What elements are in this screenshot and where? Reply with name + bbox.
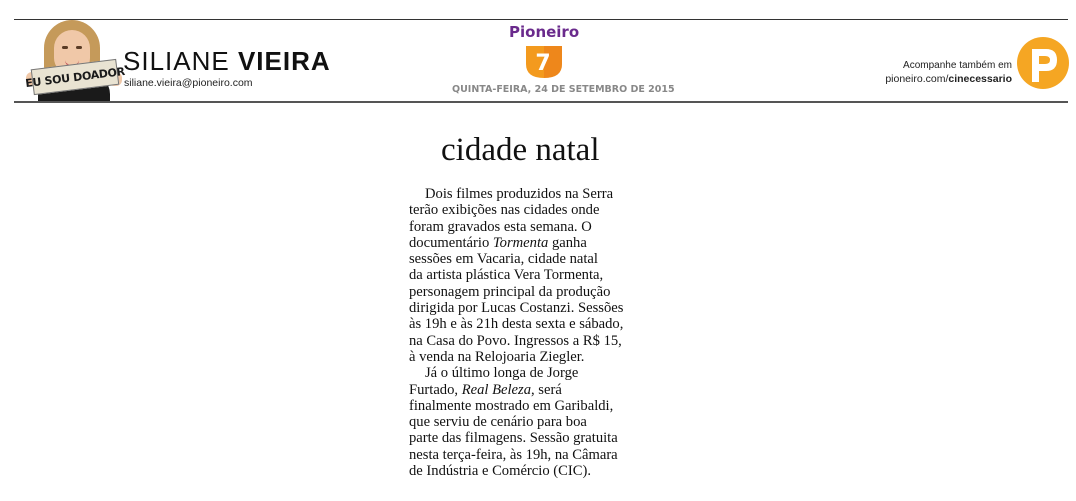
article-line — [409, 430, 639, 446]
article-line — [409, 251, 639, 267]
article-text: Já o último longa de Jorge — [425, 365, 579, 382]
brand-logo-icon — [524, 44, 564, 80]
article-text: personagem principal da produção — [409, 283, 611, 300]
article-line — [409, 333, 639, 349]
article-text: nesta terça-feira, às 19h, na Câmara — [409, 446, 618, 463]
promo-link[interactable] — [885, 73, 1012, 85]
article-text: parte das filmagens. Sessão gratuita — [409, 430, 618, 447]
header-top-rule — [14, 19, 1068, 20]
columnist-last-name: VIEIRA — [237, 46, 331, 76]
article-line — [409, 267, 639, 283]
article-line — [409, 349, 639, 365]
article-line — [409, 284, 639, 300]
article-text: Furtado, — [409, 381, 462, 398]
article-line — [409, 398, 639, 414]
article-text: finalmente mostrado em Garibaldi, — [409, 397, 614, 414]
article-line — [409, 463, 639, 479]
article-body — [409, 186, 639, 479]
article-text: foram gravados esta semana. O — [409, 218, 592, 235]
article-text: terão exibições nas cidades onde — [409, 202, 600, 219]
columnist-photo — [20, 12, 130, 102]
article-line — [409, 447, 639, 463]
article-line — [409, 300, 639, 316]
article-text: da artista plástica Vera Tormenta, — [409, 267, 604, 284]
brand-logo-number: 7 — [535, 51, 551, 76]
article-text: ganha — [548, 234, 587, 251]
columnist-email[interactable]: siliane.vieira@pioneiro.com — [124, 77, 253, 89]
article-line — [409, 202, 639, 218]
columnist-first-name: SILIANE — [123, 46, 230, 76]
article-line — [409, 316, 639, 332]
article-text: dirigida por Lucas Costanzi. Sessões — [409, 300, 624, 317]
p-logo-icon — [1016, 36, 1070, 90]
brand-name: Pioneiro — [509, 23, 580, 41]
article-text: que serviu de cenário para boa — [409, 414, 587, 431]
film-title: Real Beleza — [461, 381, 531, 398]
article-text: à venda na Relojoaria Ziegler. — [409, 348, 585, 365]
article-text: de Indústria e Comércio (CIC). — [409, 463, 591, 480]
promo-url-prefix: pioneiro.com/ — [885, 73, 949, 85]
article-headline: cidade natal — [441, 132, 600, 168]
header-bottom-rule — [14, 101, 1068, 103]
article-line — [409, 414, 639, 430]
article-text: documentário — [409, 234, 493, 251]
edition-date: QUINTA-FEIRA, 24 DE SETEMBRO DE 2015 — [452, 84, 675, 95]
article-line — [409, 365, 639, 381]
columnist-name — [123, 47, 331, 75]
article-line — [409, 382, 639, 398]
promo-url-bold: cinecessario — [948, 73, 1012, 85]
donor-sign-text: EU SOU DOADOR — [24, 64, 126, 90]
article-line — [409, 219, 639, 235]
article-text: às 19h e às 21h desta sexta e sábado, — [409, 316, 624, 333]
article-text: Dois filmes produzidos na Serra — [425, 186, 614, 202]
article-text: sessões em Vacaria, cidade natal — [409, 251, 598, 268]
article-line — [409, 186, 639, 202]
article-line — [409, 235, 639, 251]
article-text: na Casa do Povo. Ingressos a R$ 15, — [409, 332, 622, 349]
article-text: , será — [531, 381, 562, 398]
film-title: Tormenta — [492, 234, 549, 251]
promo-text: Acompanhe também em — [903, 60, 1012, 71]
